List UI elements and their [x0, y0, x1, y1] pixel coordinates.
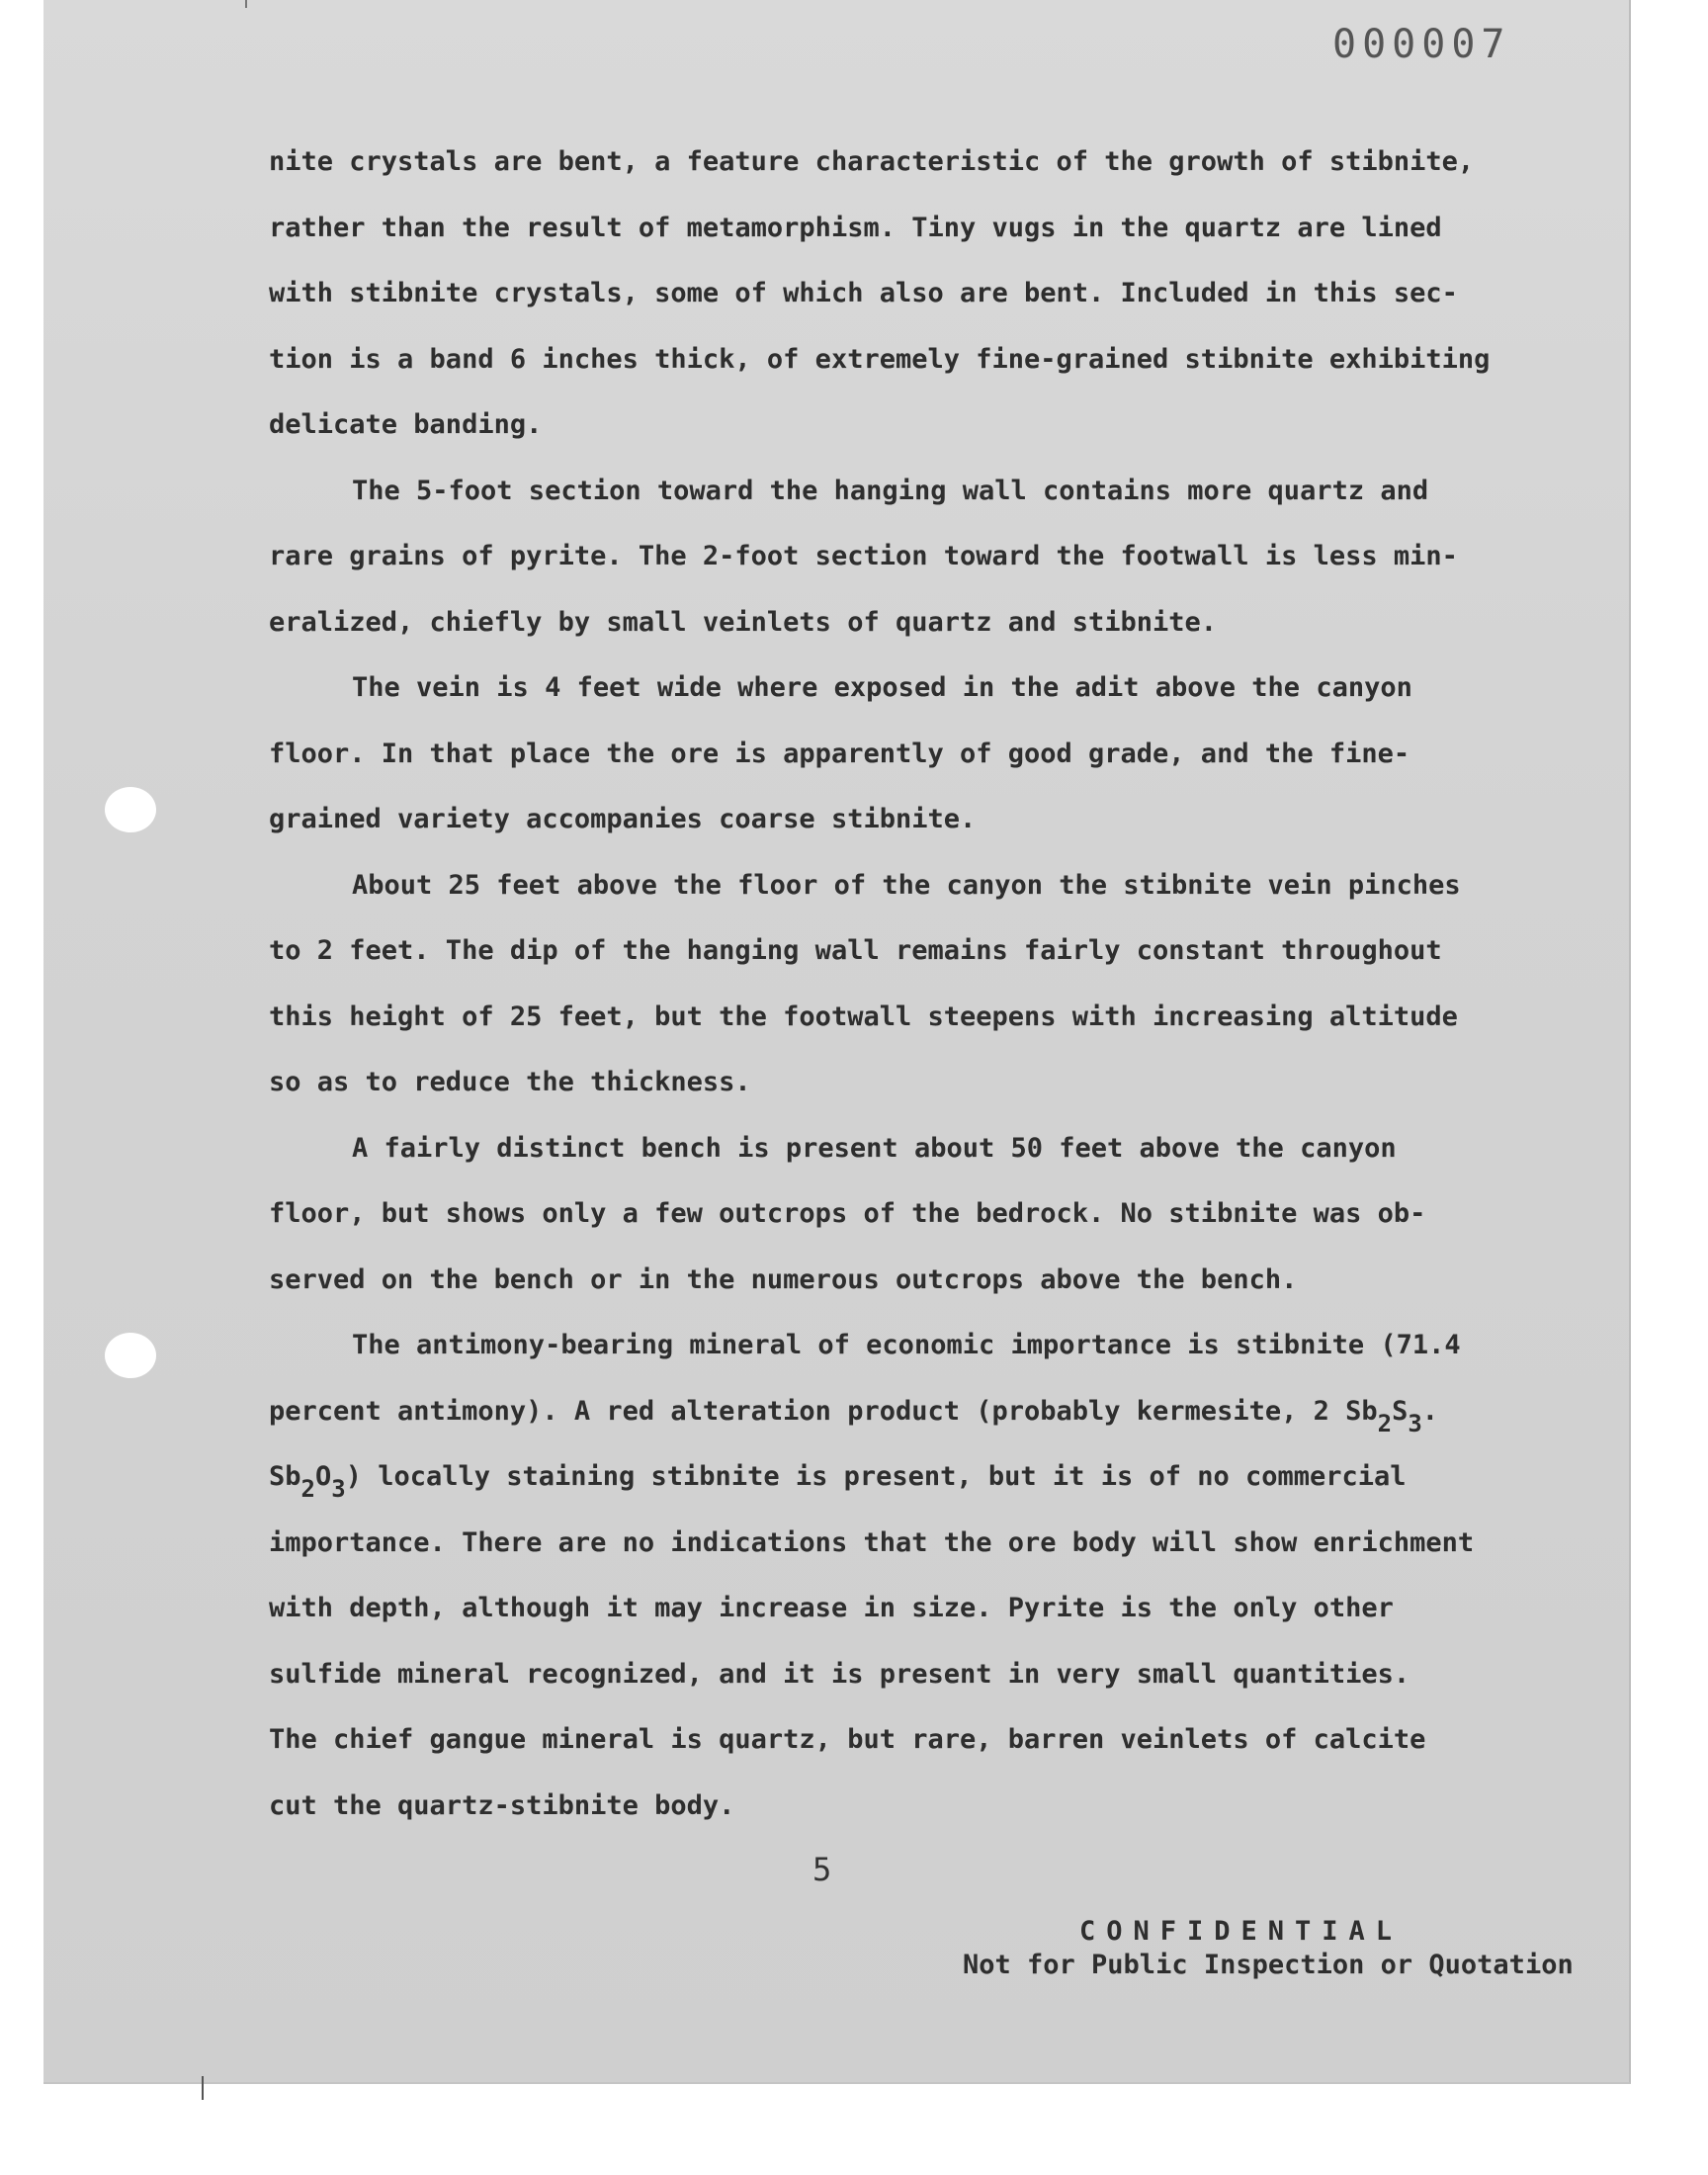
- text-line: tion is a band 6 inches thick, of extremely fine-grained stibnite exhibiting: [269, 343, 1491, 375]
- punch-hole: [105, 787, 156, 832]
- text-line: delicate banding.: [269, 409, 543, 440]
- document-body: [269, 138, 1554, 1848]
- confidential-label: CONFIDENTIAL: [1079, 1916, 1404, 1947]
- document-id: 000007: [1332, 22, 1511, 67]
- text-line: to 2 feet. The dip of the hanging wall remains fairly constant throughout: [269, 935, 1442, 966]
- text-span: O: [314, 1461, 332, 1492]
- paragraph-start: A fairly distinct bench is present about 50 feet above the canyon: [352, 1132, 1397, 1164]
- text-line: floor. In that place the ore is apparently of good grade, and the fine-: [269, 738, 1410, 769]
- formula-line: [269, 1388, 1554, 1454]
- subscript: 2: [1377, 1409, 1393, 1437]
- paragraph-start: The 5-foot section toward the hanging wall contains more quartz and: [352, 475, 1429, 506]
- text-line: rather than the result of metamorphism. Tiny vugs in the quartz are lined: [269, 212, 1442, 243]
- text-span: .: [1421, 1395, 1439, 1427]
- paragraph-start: The vein is 4 feet wide where exposed in the adit above the canyon: [352, 672, 1412, 703]
- text-line: floor, but shows only a few outcrops of the bedrock. No stibnite was ob-: [269, 1198, 1426, 1229]
- text-line: importance. There are no indications that the ore body will show enrichment: [269, 1526, 1475, 1558]
- text-line: grained variety accompanies coarse stibnite.: [269, 804, 977, 834]
- punch-hole: [105, 1333, 156, 1378]
- text-span: Sb: [269, 1461, 301, 1492]
- subscript: 3: [1408, 1409, 1422, 1437]
- confidential-note: Not for Public Inspection or Quotation: [963, 1950, 1574, 1980]
- scan-edge-mark: [245, 0, 247, 8]
- text-line: The chief gangue mineral is quartz, but rare, barren veinlets of calcite: [269, 1724, 1426, 1755]
- subscript: 3: [331, 1475, 346, 1503]
- text-line: sulfide mineral recognized, and it is present in very small quantities.: [269, 1658, 1410, 1690]
- subscript: 2: [300, 1475, 315, 1503]
- text-line: with depth, although it may increase in size. Pyrite is the only other: [269, 1593, 1394, 1623]
- text-line: rare grains of pyrite. The 2-foot section toward the footwall is less min-: [269, 541, 1458, 571]
- text-line: this height of 25 feet, but the footwall steepens with increasing altitude: [269, 1000, 1458, 1032]
- formula-line: [269, 1453, 1554, 1520]
- paragraph-start: About 25 feet above the floor of the canyon the stibnite vein pinches: [352, 869, 1461, 901]
- text-line: cut the quartz-stibnite body.: [269, 1789, 735, 1821]
- text-line: so as to reduce the thickness.: [269, 1067, 751, 1097]
- text-span: ) locally staining stibnite is present, but it is of no commercial: [345, 1461, 1407, 1492]
- scan-edge-mark: [202, 2076, 204, 2100]
- text-line: served on the bench or in the numerous outcrops above the bench.: [269, 1263, 1298, 1295]
- page-number: 5: [812, 1851, 832, 1888]
- text-span: percent antimony). A red alteration product (probably kermesite, 2 Sb: [269, 1395, 1378, 1427]
- paragraph-start: The antimony-bearing mineral of economic importance is stibnite (71.4: [352, 1330, 1461, 1360]
- text-line: nite crystals are bent, a feature characteristic of the growth of stibnite,: [269, 146, 1475, 177]
- text-span: S: [1392, 1395, 1409, 1427]
- text-line: with stibnite crystals, some of which also are bent. Included in this sec-: [269, 278, 1458, 308]
- text-line: eralized, chiefly by small veinlets of quartz and stibnite.: [269, 606, 1218, 638]
